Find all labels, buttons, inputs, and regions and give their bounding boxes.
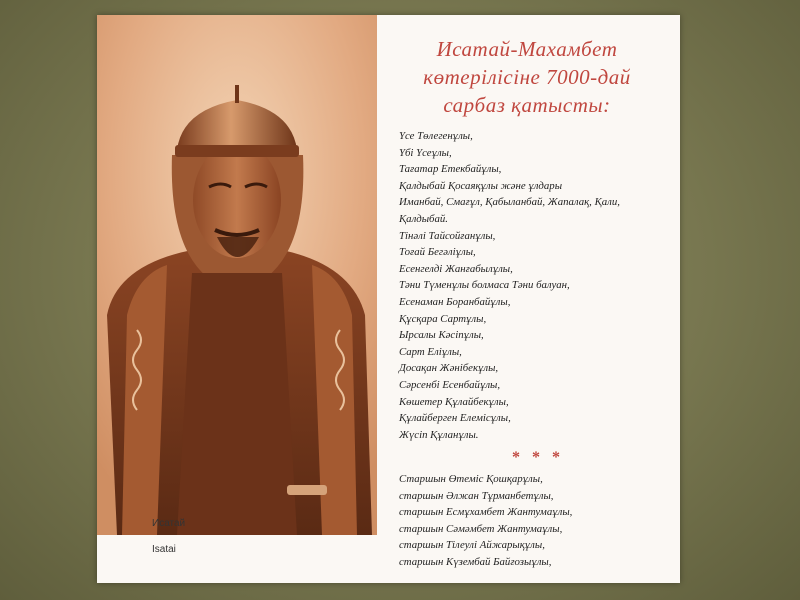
list-item: Тәни Түменұлы болмаса Тәни балуан, [399,279,570,292]
list-item: Қалдыбай. [399,212,448,225]
list-item: Досақан Жәнібекұлы, [399,362,499,375]
page-title [397,35,657,119]
list-item: старшын Әлжан Тұрманбетұлы, [399,489,554,502]
list-item: Сәрсенбі Есенбайұлы, [399,378,501,391]
list-item: Құсқара Сартұлы, [399,312,487,325]
list-item: Тоғай Бегәліұлы, [399,246,476,259]
list-item: Есенгелді Жанғабылұлы, [399,262,513,275]
portrait-caption: Исатай [152,518,186,529]
title-line: Исатай-Махамбет [436,37,618,61]
list-item: старшын Сәмәмбет Жантумаұлы, [399,522,563,535]
list-item: Үсе Төлегенұлы, [399,130,473,142]
list-item: Үбі Үсеұлы, [399,146,452,159]
list-item: Ырсалы Кәсіпұлы, [399,329,484,342]
isatai-portrait [97,15,377,535]
list-item: Старшын Өтеміс Қошқарұлы, [399,473,543,485]
list-item: Тағатар Етекбайұлы, [399,163,502,176]
list-item: Сарт Еліұлы, [399,345,462,358]
list-item: Көшетер Құлайбекұлы, [399,395,509,408]
participants-list [399,128,674,443]
list-item: старшын Тілеулі Айжарықұлы, [399,539,545,552]
title-line: сарбаз қатысты: [443,93,611,117]
elders-list [399,471,674,571]
list-item: Құлайберген Елемісұлы, [399,412,511,425]
list-item: Иманбай, Смағұл, Қабыланбай, Жапалақ, Қали, [399,196,620,209]
portrait-caption-latin: Isatai [152,544,176,555]
book-page [97,15,680,583]
list-item: Қалдыбай Қосаяқұлы және ұлдары [399,179,563,192]
list-item: старшын Есмұхамбет Жантумаұлы, [399,506,573,519]
list-item: Есенаман Боранбайұлы, [399,295,511,308]
list-item: старшын Күзембай Байғозыұлы, [399,555,552,568]
list-item: Жүсіп Құланұлы. [399,428,479,441]
list-item: Тінәлі Тайсойғанұлы, [399,229,496,242]
title-line: көтерілісіне 7000-дай [423,65,631,89]
section-separator: * * * [512,449,564,466]
